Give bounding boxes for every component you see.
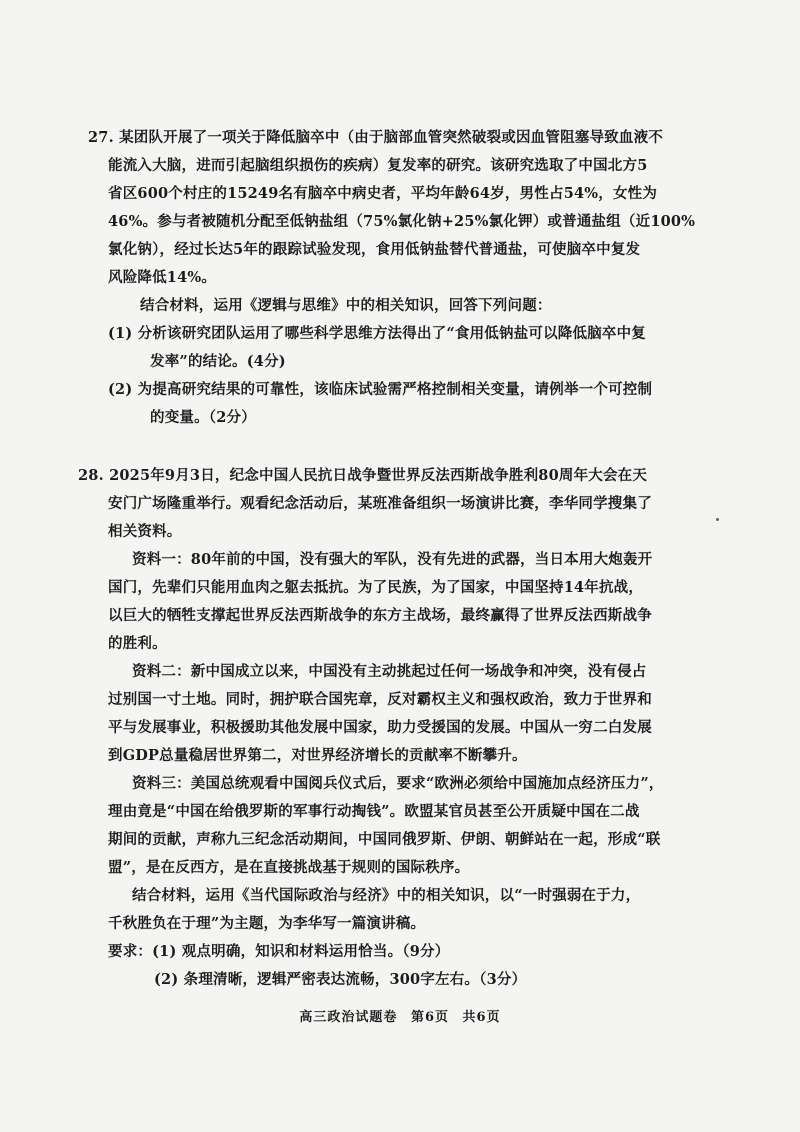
question-27: [88, 124, 698, 432]
q28-intro-line-2: 安门广场隆重举行。观看纪念活动后，某班准备组织一场演讲比赛，李华同学搜集了: [108, 495, 652, 512]
q27-sub2-line-1: (2) 为提高研究结果的可靠性，该临床试验需严格控制相关变量，请例举一个可控制: [108, 381, 653, 398]
footer-page-number: 第6页: [410, 1010, 449, 1025]
q27-line-4: 46%。参与者被随机分配至低钠盐组（75%氯化钠+25%氯化钾）或普通盐组（近100%: [108, 213, 696, 230]
q28-intro-line-1: 28. 2025年9月3日，纪念中国人民抗日战争暨世界反法西斯战争胜利80周年大会在天: [78, 467, 648, 484]
q27-line-5: 氯化钠），经过长达5年的跟踪试验发现，食用低钠盐替代普通盐，可使脑卒中复发: [108, 241, 641, 258]
q28-requirements: [88, 938, 698, 966]
scan-dot-mark: [716, 518, 719, 521]
page-footer: [0, 1006, 800, 1025]
footer-total-pages: 共6页: [462, 1010, 501, 1025]
q27-line-6: 风险降低14%。: [108, 269, 217, 286]
q28-material-2-line-3: 平与发展事业，积极援助其他发展中国家，助力受援国的发展。中国从一穷二白发展: [108, 719, 652, 736]
q28-material-2-line-2: 过别国一寸土地。同时，拥护联合国宪章，反对霸权主义和强权政治，致力于世界和: [108, 691, 652, 708]
footer-exam-title: 高三政治试题卷: [299, 1010, 398, 1025]
q28-requirements-label: 要求：: [108, 943, 153, 960]
q28-material-3-line-4: 盟”，是在反西方，是在直接挑战基于规则的国际秩序。: [108, 859, 470, 876]
q28-material-2-line-1: 资料二：新中国成立以来，中国没有主动挑起过任何一场战争和冲突，没有侵占: [132, 663, 647, 680]
q28-material-1-line-3: 以巨大的牺牲支撑起世界反法西斯战争的东方主战场，最终赢得了世界反法西斯战争: [108, 607, 652, 624]
q27-sub1-line-2: 发率”的结论。(4分): [150, 353, 286, 370]
q28-material-3-line-2: 理由竟是“中国在给俄罗斯的军事行动掏钱”。欧盟某官员甚至公开质疑中国在二战: [108, 803, 640, 820]
q28-requirement-2: (2) 条理清晰，逻辑严密表达流畅，300字左右。（3分）: [154, 971, 527, 988]
q28-material-1-line-2: 国门，先辈们只能用血肉之躯去抵抗。为了民族，为了国家，中国坚持14年抗战，: [108, 579, 644, 596]
q28-material-3-line-1: 资料三：美国总统观看中国阅兵仪式后，要求“欧洲必须给中国施加点经济压力”，: [132, 775, 664, 792]
q28-material-2-line-4: 到GDP总量稳居世界第二，对世界经济增长的贡献率不断攀升。: [108, 747, 527, 764]
q28-material-1-line-1: 资料一：80年前的中国，没有强大的军队，没有先进的武器，当日本用大炮轰开: [132, 551, 653, 568]
q27-line-1: 27. 某团队开展了一项关于降低脑卒中（由于脑部血管突然破裂或因血管阻塞导致血液不: [88, 129, 663, 146]
q28-material-1-line-4: 的胜利。: [108, 635, 167, 652]
q27-instruction: 结合材料，运用《逻辑与思维》中的相关知识，回答下列问题：: [140, 297, 552, 314]
q27-line-2: 能流入大脑，进而引起脑组织损伤的疾病）复发率的研究。该研究选取了中国北方5: [108, 157, 648, 174]
q27-sub2-line-2: 的变量。（2分）: [150, 409, 256, 426]
q28-requirement-1: (1) 观点明确，知识和材料运用恰当。（9分）: [152, 943, 450, 960]
q28-task-line-2: 千秋胜负在于理”为主题，为李华写一篇演讲稿。: [108, 915, 426, 932]
q28-material-3-line-3: 期间的贡献，声称九三纪念活动期间，中国同俄罗斯、伊朗、朝鲜站在一起，形成“联: [108, 831, 661, 848]
question-28: [78, 462, 698, 994]
q27-line-3: 省区600个村庄的15249名有脑卒中病史者，平均年龄64岁，男性占54%，女性为: [108, 185, 658, 202]
q28-intro-line-3: 相关资料。: [108, 523, 182, 540]
q28-task-line-1: 结合材料，运用《当代国际政治与经济》中的相关知识，以“一时强弱在于力，: [132, 887, 641, 904]
q27-sub1-line-1: (1) 分析该研究团队运用了哪些科学思维方法得出了“食用低钠盐可以降低脑卒中复: [108, 325, 646, 342]
